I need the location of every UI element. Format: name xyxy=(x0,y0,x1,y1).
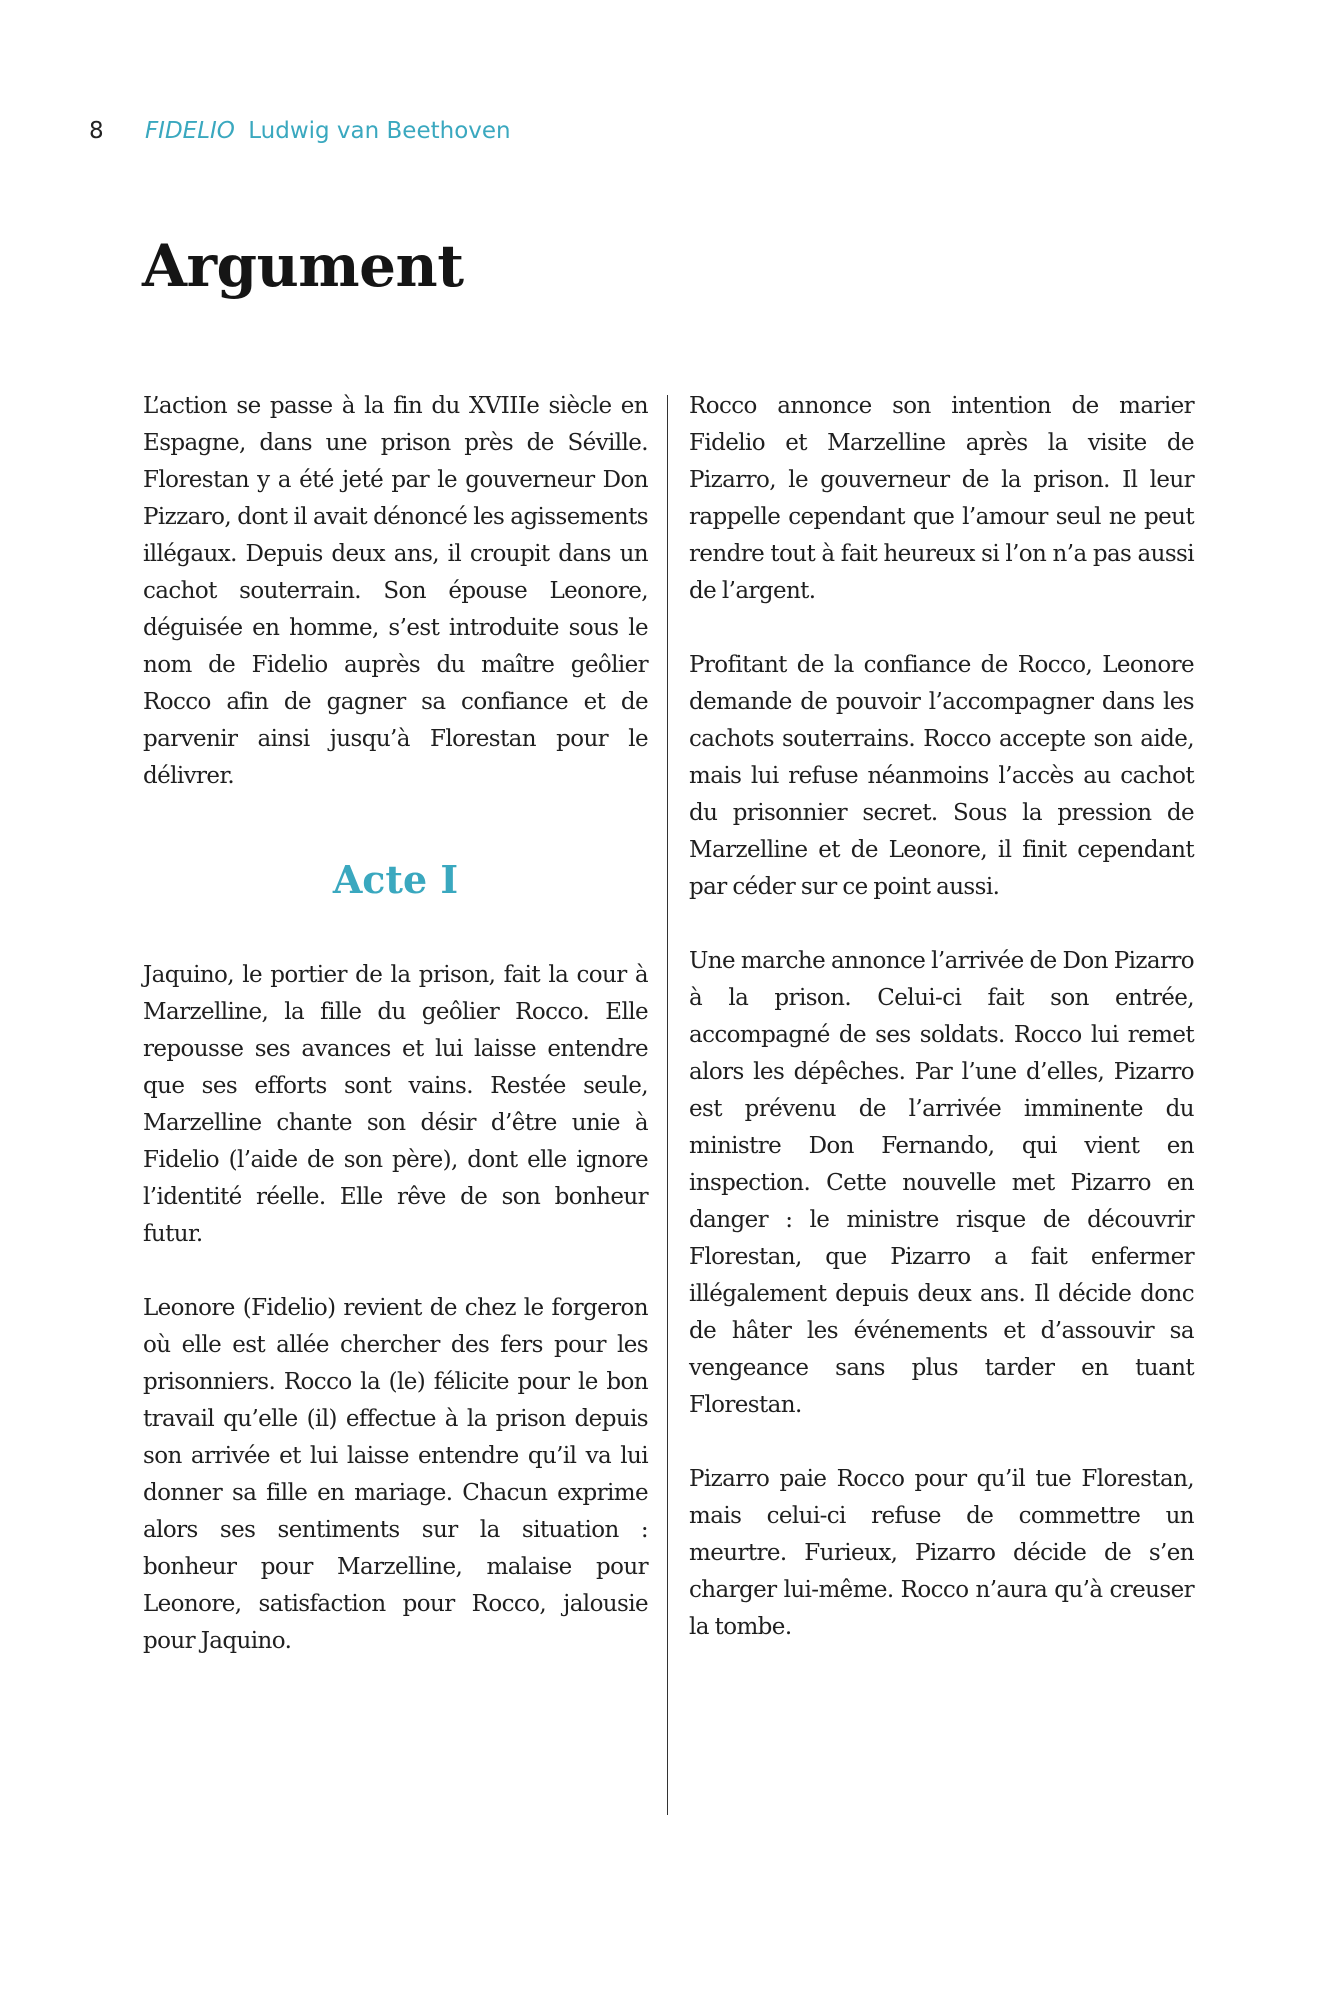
paragraph: Jaquino, le portier de la prison, fait la cour à Marzelline, la fille du geôlier Rocco. Elle repousse ses avances et lui laisse entendre que ses efforts sont vains. Restée seule, Marzelline chante son désir d’être unie à Fidelio (l’aide de son père), dont elle ignore l’identité réelle. Elle rêve de son bonheur futur. xyxy=(143,962,648,1247)
running-header xyxy=(89,118,511,144)
paragraph: Profitant de la confiance de Rocco, Leonore demande de pouvoir l’accompagner dans les cachots souterrains. Rocco accepte son aide, mais lui refuse néanmoins l’accès au cachot du prisonnier secret. Sous la pression de Marzelline et de Leonore, il finit cependant par céder sur ce point aussi. xyxy=(689,652,1194,900)
paragraph: Rocco annonce son intention de marier Fidelio et Marzelline après la visite de Pizarro, le gouverneur de la prison. Il leur rappelle cependant que l’amour seul ne peut rendre tout à fait heureux si l’on n’a pas aussi de l’argent. xyxy=(689,393,1194,604)
paragraph: Pizarro paie Rocco pour qu’il tue Florestan, mais celui-ci refuse de commettre un meurtre. Furieux, Pizarro décide de s’en charger lui-même. Rocco n’aura qu’à creuser la tombe. xyxy=(689,1466,1194,1640)
paragraph: Une marche annonce l’arrivée de Don Pizarro à la prison. Celui-ci fait son entrée, accompagné de ses soldats. Rocco lui remet alors les dépêches. Par l’une d’elles, Pizarro est prévenu de l’arrivée imminente du ministre Don Fernando, qui vient en inspection. Cette nouvelle met Pizarro en danger : le ministre risque de découvrir Florestan, que Pizarro a fait enfermer illégalement depuis deux ans. Il décide donc de hâter les événements et d’assouvir sa vengeance sans plus tarder en tuant Florestan. xyxy=(689,948,1194,1418)
paragraph: Leonore (Fidelio) revient de chez le forgeron où elle est allée chercher des fers pour les prisonniers. Rocco la (le) félicite pour le bon travail qu’elle (il) effectue à la prison depuis son arrivée et lui laisse entendre qu’il va lui donner sa fille en mariage. Chacun exprime alors ses sentiments sur la situation : bonheur pour Marzelline, malaise pour Leonore, satisfaction pour Rocco, jalousie pour Jaquino. xyxy=(143,1295,648,1654)
work-title: FIDELIO xyxy=(144,118,235,144)
column-divider xyxy=(667,395,668,1815)
right-column xyxy=(689,388,1194,1646)
page-number: 8 xyxy=(89,118,104,144)
intro-paragraph: L’action se passe à la fin du XVIIIe siècle en Espagne, dans une prison près de Séville. Florestan y a été jeté par le gouverneur Don Pizzaro, dont il avait dénoncé les agissements illégaux. Depuis deux ans, il croupit dans un cachot souterrain. Son épouse Leonore, déguisée en homme, s’est introduite sous le nom de Fidelio auprès du maître geôlier Rocco afin de gagner sa confiance et de parvenir ainsi jusqu’à Florestan pour le délivrer. xyxy=(143,393,648,789)
page-title: Argument xyxy=(142,232,464,300)
composer-name: Ludwig van Beethoven xyxy=(248,118,511,144)
left-column xyxy=(143,388,648,1660)
act-heading: Acte I xyxy=(332,857,459,902)
